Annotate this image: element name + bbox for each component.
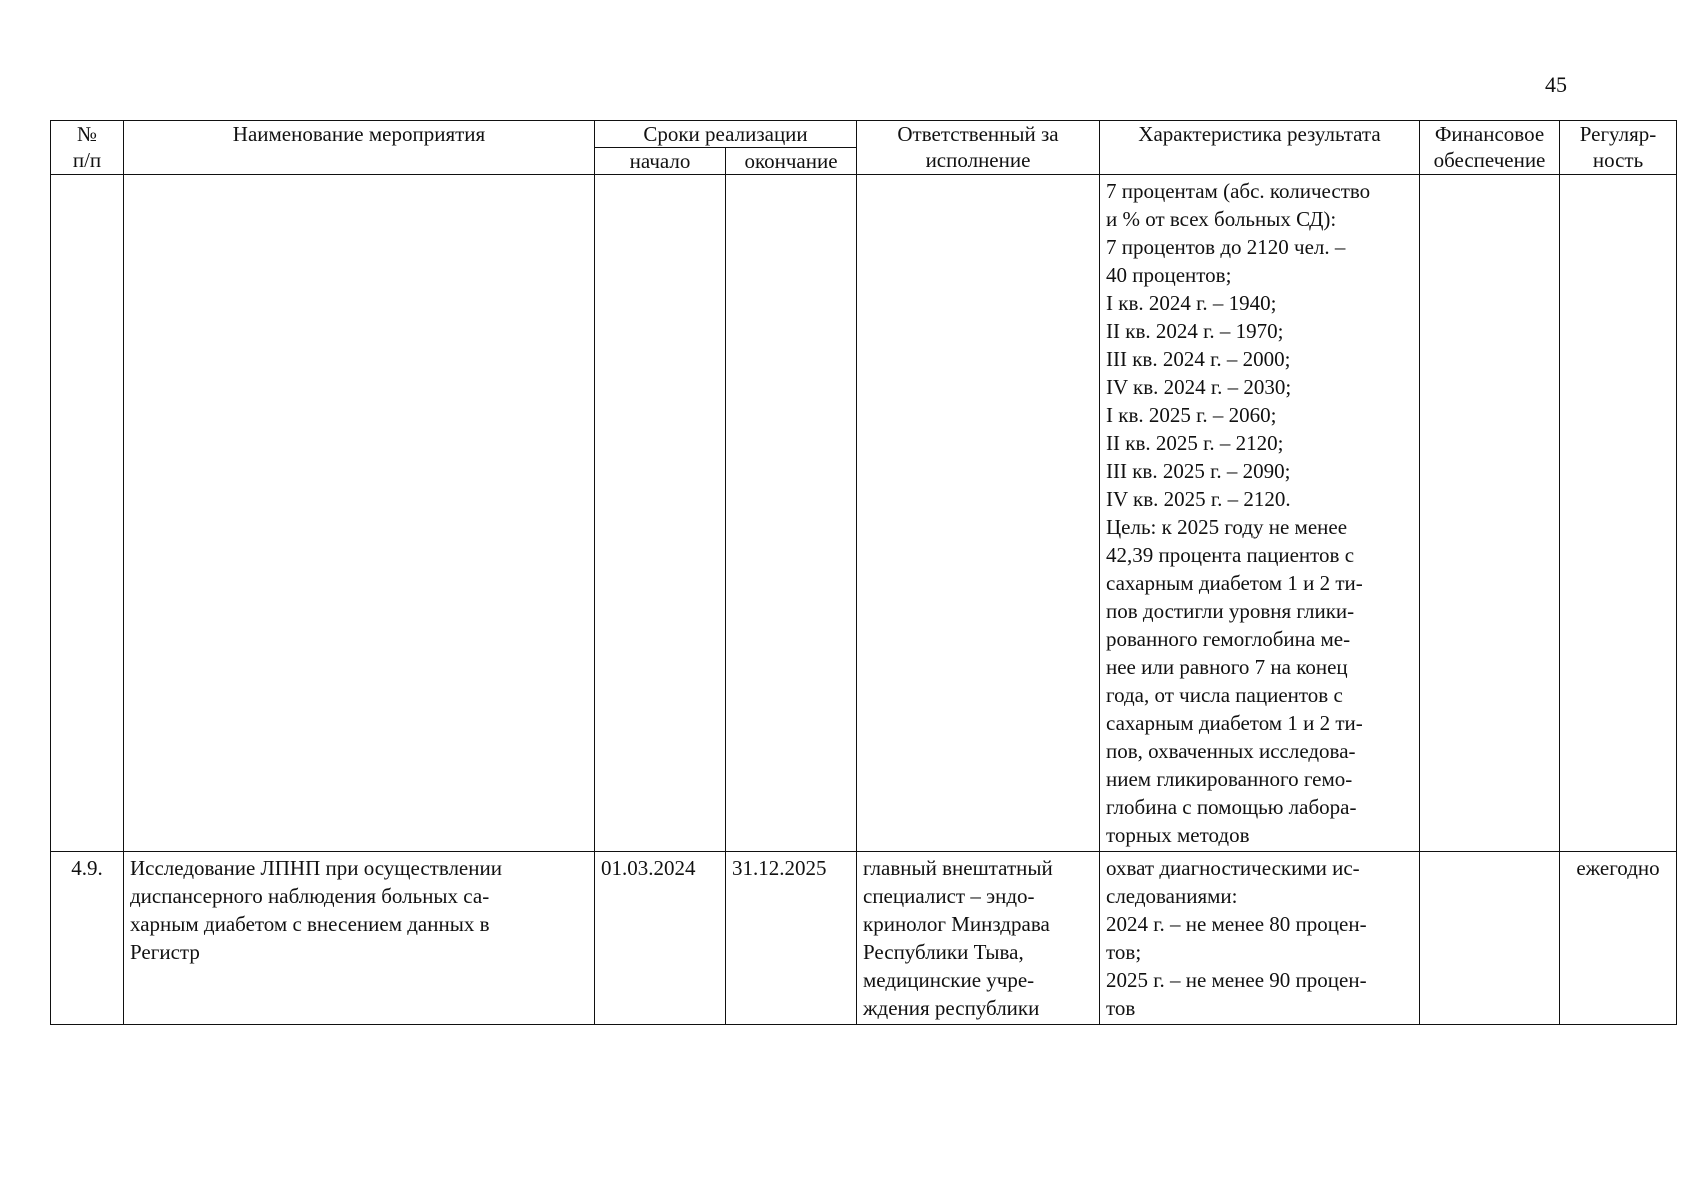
page-number: 45 xyxy=(1545,72,1567,97)
cell-name: Исследование ЛПНП при осуществлении диспансерного наблюдения больных са- харным диабетом с внесением данных в Регистр xyxy=(124,852,595,1025)
measures-table xyxy=(50,120,1677,1025)
header-end: окончание xyxy=(726,148,857,175)
cell-start xyxy=(595,175,726,852)
cell-start: 01.03.2024 xyxy=(595,852,726,1025)
cell-result: охват диагностическими ис- следованиями: 2024 г. – не менее 80 процен- тов; 2025 г. – не менее 90 процен- тов xyxy=(1100,852,1420,1025)
header-name: Наименование мероприятия xyxy=(124,121,595,175)
cell-result: 7 процентам (абс. количество и % от всех больных СД): 7 процентов до 2120 чел. – 40 процентов; I кв. 2024 г. – 1940; II кв. 2024 г. – 1970; III кв. 2024 г. – 2000; IV кв. 2024 г. – 2030; I кв. 2025 г. – 2060; II кв. 2025 г. – 2120; III кв. 2025 г. – 2090; IV кв. 2025 г. – 2120. Цель: к 2025 году не менее 42,39 процента пациентов с сахарным диабетом 1 и 2 ти- пов достигли уровня глики- рованного гемоглобина ме- нее или равного 7 на конец года, от числа пациентов с сахарным диабетом 1 и 2 ти- пов, охваченных исследова- нием гликированного гемо- глобина с помощью лабора- торных методов xyxy=(1100,175,1420,852)
cell-num xyxy=(51,175,124,852)
header-finance: Финансовое обеспечение xyxy=(1420,121,1560,175)
header-regularity: Регуляр- ность xyxy=(1560,121,1677,175)
cell-finance xyxy=(1420,852,1560,1025)
cell-end xyxy=(726,175,857,852)
cell-num: 4.9. xyxy=(51,852,124,1025)
header-responsible: Ответственный за исполнение xyxy=(857,121,1100,175)
cell-name xyxy=(124,175,595,852)
header-num: № п/п xyxy=(51,121,124,175)
table-row-4-9 xyxy=(51,852,1677,1025)
cell-regularity: ежегодно xyxy=(1560,852,1677,1025)
cell-end: 31.12.2025 xyxy=(726,852,857,1025)
cell-responsible: главный внештатный специалист – эндо- кринолог Минздрава Республики Тыва, медицинские учре- ждения республики xyxy=(857,852,1100,1025)
header-period: Сроки реализации xyxy=(595,121,857,148)
header-row-1 xyxy=(51,121,1677,148)
cell-responsible xyxy=(857,175,1100,852)
table-row-continuation xyxy=(51,175,1677,852)
cell-finance xyxy=(1420,175,1560,852)
header-result: Характеристика результата xyxy=(1100,121,1420,175)
cell-regularity xyxy=(1560,175,1677,852)
header-start: начало xyxy=(595,148,726,175)
